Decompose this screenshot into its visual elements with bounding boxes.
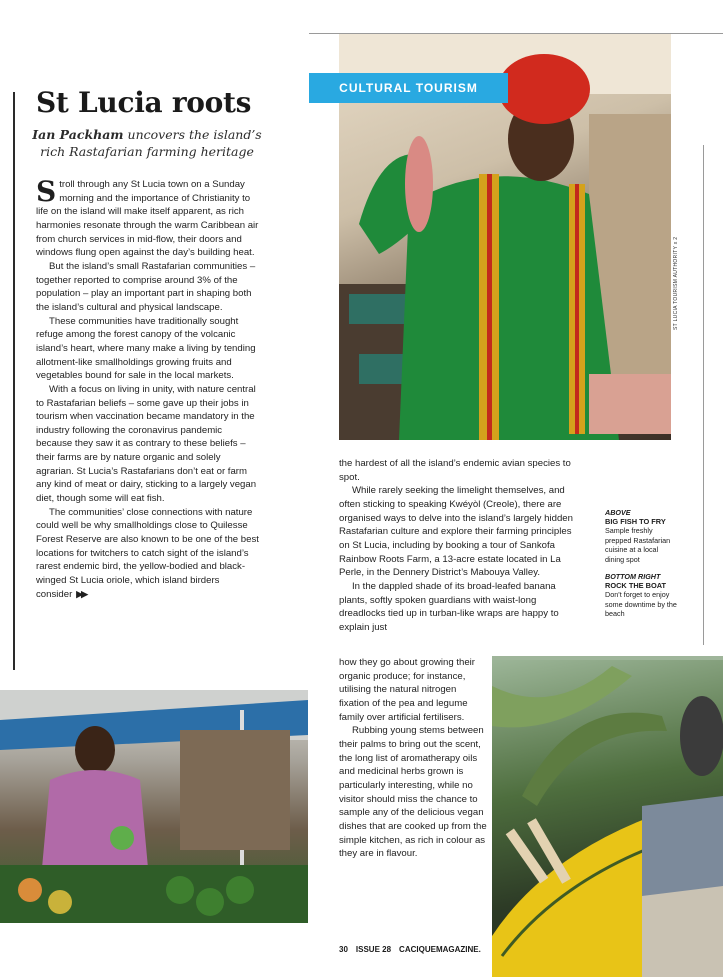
body-paragraph: In the dappled shade of its broad-leafed banana plants, softly spoken guardians with waist-long dreadlocks tied up in turban-like wraps are happy to explain just bbox=[339, 580, 559, 633]
body-paragraph: Rubbing young stems between their palms to bring out the scent, the long list of aromatherapy oils and medicinal herbs grown is particularly interesting, while no visitor should miss the chance to sample any of the delicious vegan dishes that are cooked up from the simple kitchen, as rich in colour as they are in flavour. bbox=[339, 725, 487, 860]
caption-label: BOTTOM RIGHT bbox=[605, 572, 661, 581]
byline-author: Ian Packham bbox=[32, 127, 124, 142]
caption-label: ABOVE bbox=[605, 508, 631, 517]
page-footer bbox=[339, 945, 489, 954]
standfirst-text: uncovers the island’s rich Rastafarian farming heritage bbox=[40, 127, 262, 159]
body-paragraph: While rarely seeking the limelight themselves, and often sticking to speaking Kwéyòl (Creole), there are organised ways to delve into the island’s largely hidden Rastafarian culture and explore their farming principles on St Lucia, including by booking a tour of Sankofa Rainbow Roots Farm, a 13-acre estate located in La Perle, in the Dennery District’s Mabouya Valley. bbox=[339, 485, 573, 579]
caption-bottom-right bbox=[605, 572, 677, 619]
drop-cap: S bbox=[36, 175, 57, 208]
site-name: CACIQUEMAGAZINE. bbox=[399, 945, 481, 954]
body-paragraph: With a focus on living in unity, with nature central to Rastafarian beliefs – some gave up their jobs in tourism when vaccination became mandatory in the industry following the coronavirus pandemic because they saw it as contrary to these beliefs – their farms are by nature organic and solely agrarian. St Lucia’s Rastafarians don’t eat or farm any kind of meat or dairy, sticking to a largely vegan diet, though some will eat fish. bbox=[36, 383, 257, 505]
caption-heading: BIG FISH TO FRY bbox=[605, 517, 666, 526]
left-margin-rule bbox=[13, 92, 15, 670]
caption-above bbox=[605, 508, 677, 564]
captions bbox=[605, 500, 677, 619]
photo-market-vendor bbox=[0, 690, 308, 923]
continue-arrows: ▶▶ bbox=[76, 588, 87, 599]
body-paragraph: the hardest of all the island’s endemic avian species to spot. bbox=[339, 458, 571, 483]
body-column-3 bbox=[339, 656, 487, 861]
issue-number: ISSUE 28 bbox=[355, 945, 392, 954]
page-number: 30 bbox=[339, 945, 348, 954]
body-column-1 bbox=[36, 175, 261, 601]
body-paragraph: how they go about growing their organic produce; for instance, utilising the natural nitrogen fixation of the pea and legume family over artificial fertilisers. bbox=[339, 657, 475, 723]
caption-text: Sample freshly prepped Rastafarian cuisine at a local dining spot bbox=[605, 526, 671, 564]
photo-boat-beach bbox=[492, 656, 723, 977]
body-paragraph: But the island’s small Rastafarian communities – together reported to comprise around 3% of the population – play an important part in shaping both the island’s cultural and physical landscape. bbox=[36, 260, 256, 313]
article-title: St Lucia roots bbox=[36, 86, 252, 119]
body-paragraph: These communities have traditionally sought refuge among the forest canopy of the volcanic island’s heart, where many make a living by tending allotment-like smallholdings growing fruits and vegetables bound for sale in the local markets. bbox=[36, 315, 256, 382]
body-paragraph: Stroll through any St Lucia town on a Sunday morning and the importance of Christianity to life on the island will make itself apparent, as rich harmonies resonate through the warm Caribbean air from church services in mid-flow, their doors and windows flung open against the day’s building heat. bbox=[36, 175, 259, 259]
standfirst bbox=[30, 126, 264, 160]
body-column-2 bbox=[339, 457, 583, 635]
caption-heading: ROCK THE BOAT bbox=[605, 581, 667, 590]
body-paragraph: The communities’ close connections with nature could well be why smallholdings close to Quilesse Forest Reserve are also known to be one of the best locations for twitchers to catch sight of the island’s rarest endemic bird, the yellow-bodied and black-winged St Lucia oriole, which island birders consider ▶▶ bbox=[36, 506, 259, 600]
photo-credit: ST LUCIA TOURISM AUTHORITY x 2 bbox=[673, 236, 679, 330]
section-tag: CULTURAL TOURISM bbox=[309, 73, 508, 103]
right-margin-rule bbox=[703, 145, 704, 645]
caption-text: Don’t forget to enjoy some downtime by the beach bbox=[605, 590, 677, 618]
